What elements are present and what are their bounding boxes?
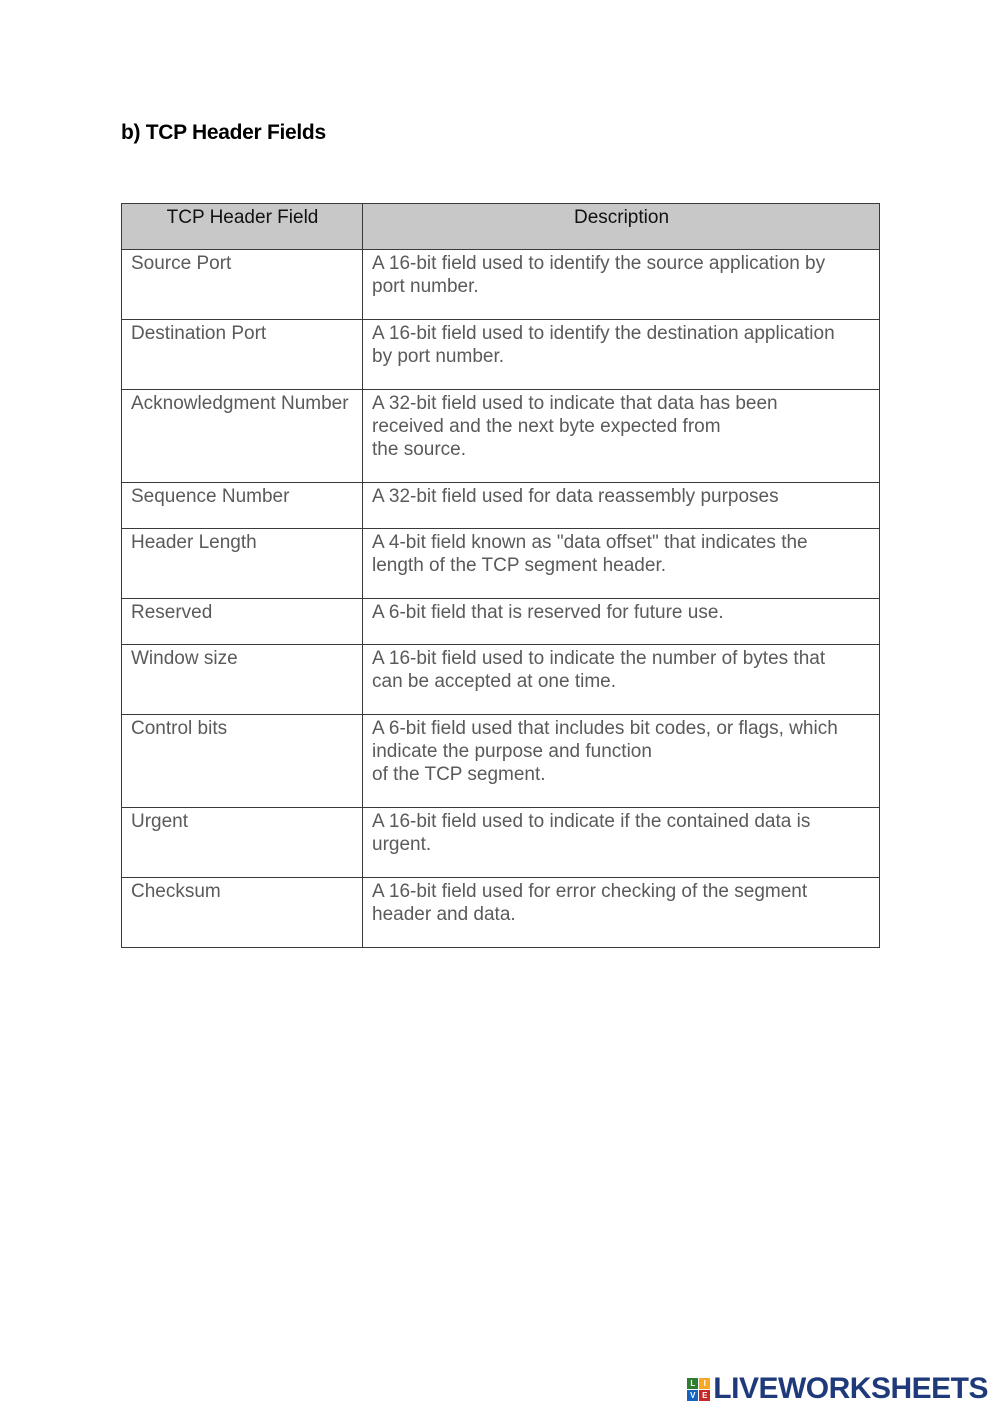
column-header-field: TCP Header Field (122, 204, 363, 250)
description-line: the source. (372, 439, 466, 460)
table-row (122, 483, 880, 529)
description-cell (363, 320, 880, 390)
description-cell (363, 715, 880, 808)
table-body (122, 250, 880, 948)
field-name-cell: Urgent (122, 808, 363, 878)
brand-name: LIVEWORKSHEETS (713, 1372, 988, 1405)
field-name-cell: Destination Port (122, 320, 363, 390)
description-cell (363, 483, 880, 529)
description-line: A 4-bit field known as "data offset" that indicates the (372, 532, 808, 553)
description-line: urgent. (372, 834, 432, 855)
table-row (122, 878, 880, 948)
table-row (122, 390, 880, 483)
description-line: of the TCP segment. (372, 764, 546, 785)
description-line: header and data. (372, 904, 516, 925)
description-line: A 16-bit field used for error checking of the segment (372, 881, 808, 902)
description-cell (363, 645, 880, 715)
description-line: A 16-bit field used to indicate if the contained data is (372, 811, 811, 832)
liveworksheets-logo-icon (687, 1378, 710, 1401)
description-cell (363, 390, 880, 483)
table-row (122, 808, 880, 878)
description-line: indicate the purpose and function (372, 741, 652, 762)
logo-square: V (687, 1390, 698, 1401)
liveworksheets-brand (687, 1372, 988, 1406)
table-row (122, 250, 880, 320)
field-name-cell: Window size (122, 645, 363, 715)
description-line: received and the next byte expected from (372, 416, 721, 437)
table-row (122, 715, 880, 808)
field-name-cell: Source Port (122, 250, 363, 320)
field-name-cell: Sequence Number (122, 483, 363, 529)
field-name-cell: Acknowledgment Number (122, 390, 363, 483)
field-name-cell: Header Length (122, 529, 363, 599)
tcp-header-table (121, 203, 880, 948)
logo-square: I (699, 1378, 710, 1389)
description-cell (363, 878, 880, 948)
description-line: A 32-bit field used to indicate that data has been (372, 393, 778, 414)
description-line: by port number. (372, 346, 505, 367)
table-row (122, 599, 880, 645)
description-line: A 32-bit field used for data reassembly purposes (372, 486, 779, 507)
table-header-row (122, 204, 880, 250)
description-cell (363, 529, 880, 599)
description-cell (363, 808, 880, 878)
description-line: A 6-bit field that is reserved for future use. (372, 602, 724, 623)
description-line: A 16-bit field used to identify the source application by (372, 253, 826, 274)
field-name-cell: Control bits (122, 715, 363, 808)
description-cell (363, 250, 880, 320)
table-row (122, 645, 880, 715)
table-row (122, 529, 880, 599)
description-cell (363, 599, 880, 645)
description-line: length of the TCP segment header. (372, 555, 666, 576)
column-header-description: Description (363, 204, 880, 250)
description-line: A 6-bit field used that includes bit codes, or flags, which (372, 718, 838, 739)
logo-square: E (699, 1390, 710, 1401)
description-line: can be accepted at one time. (372, 671, 616, 692)
logo-square: L (687, 1378, 698, 1389)
section-title: b) TCP Header Fields (121, 121, 326, 144)
field-name-cell: Reserved (122, 599, 363, 645)
table-row (122, 320, 880, 390)
field-name-cell: Checksum (122, 878, 363, 948)
description-line: A 16-bit field used to indicate the number of bytes that (372, 648, 826, 669)
description-line: A 16-bit field used to identify the destination application (372, 323, 835, 344)
description-line: port number. (372, 276, 479, 297)
